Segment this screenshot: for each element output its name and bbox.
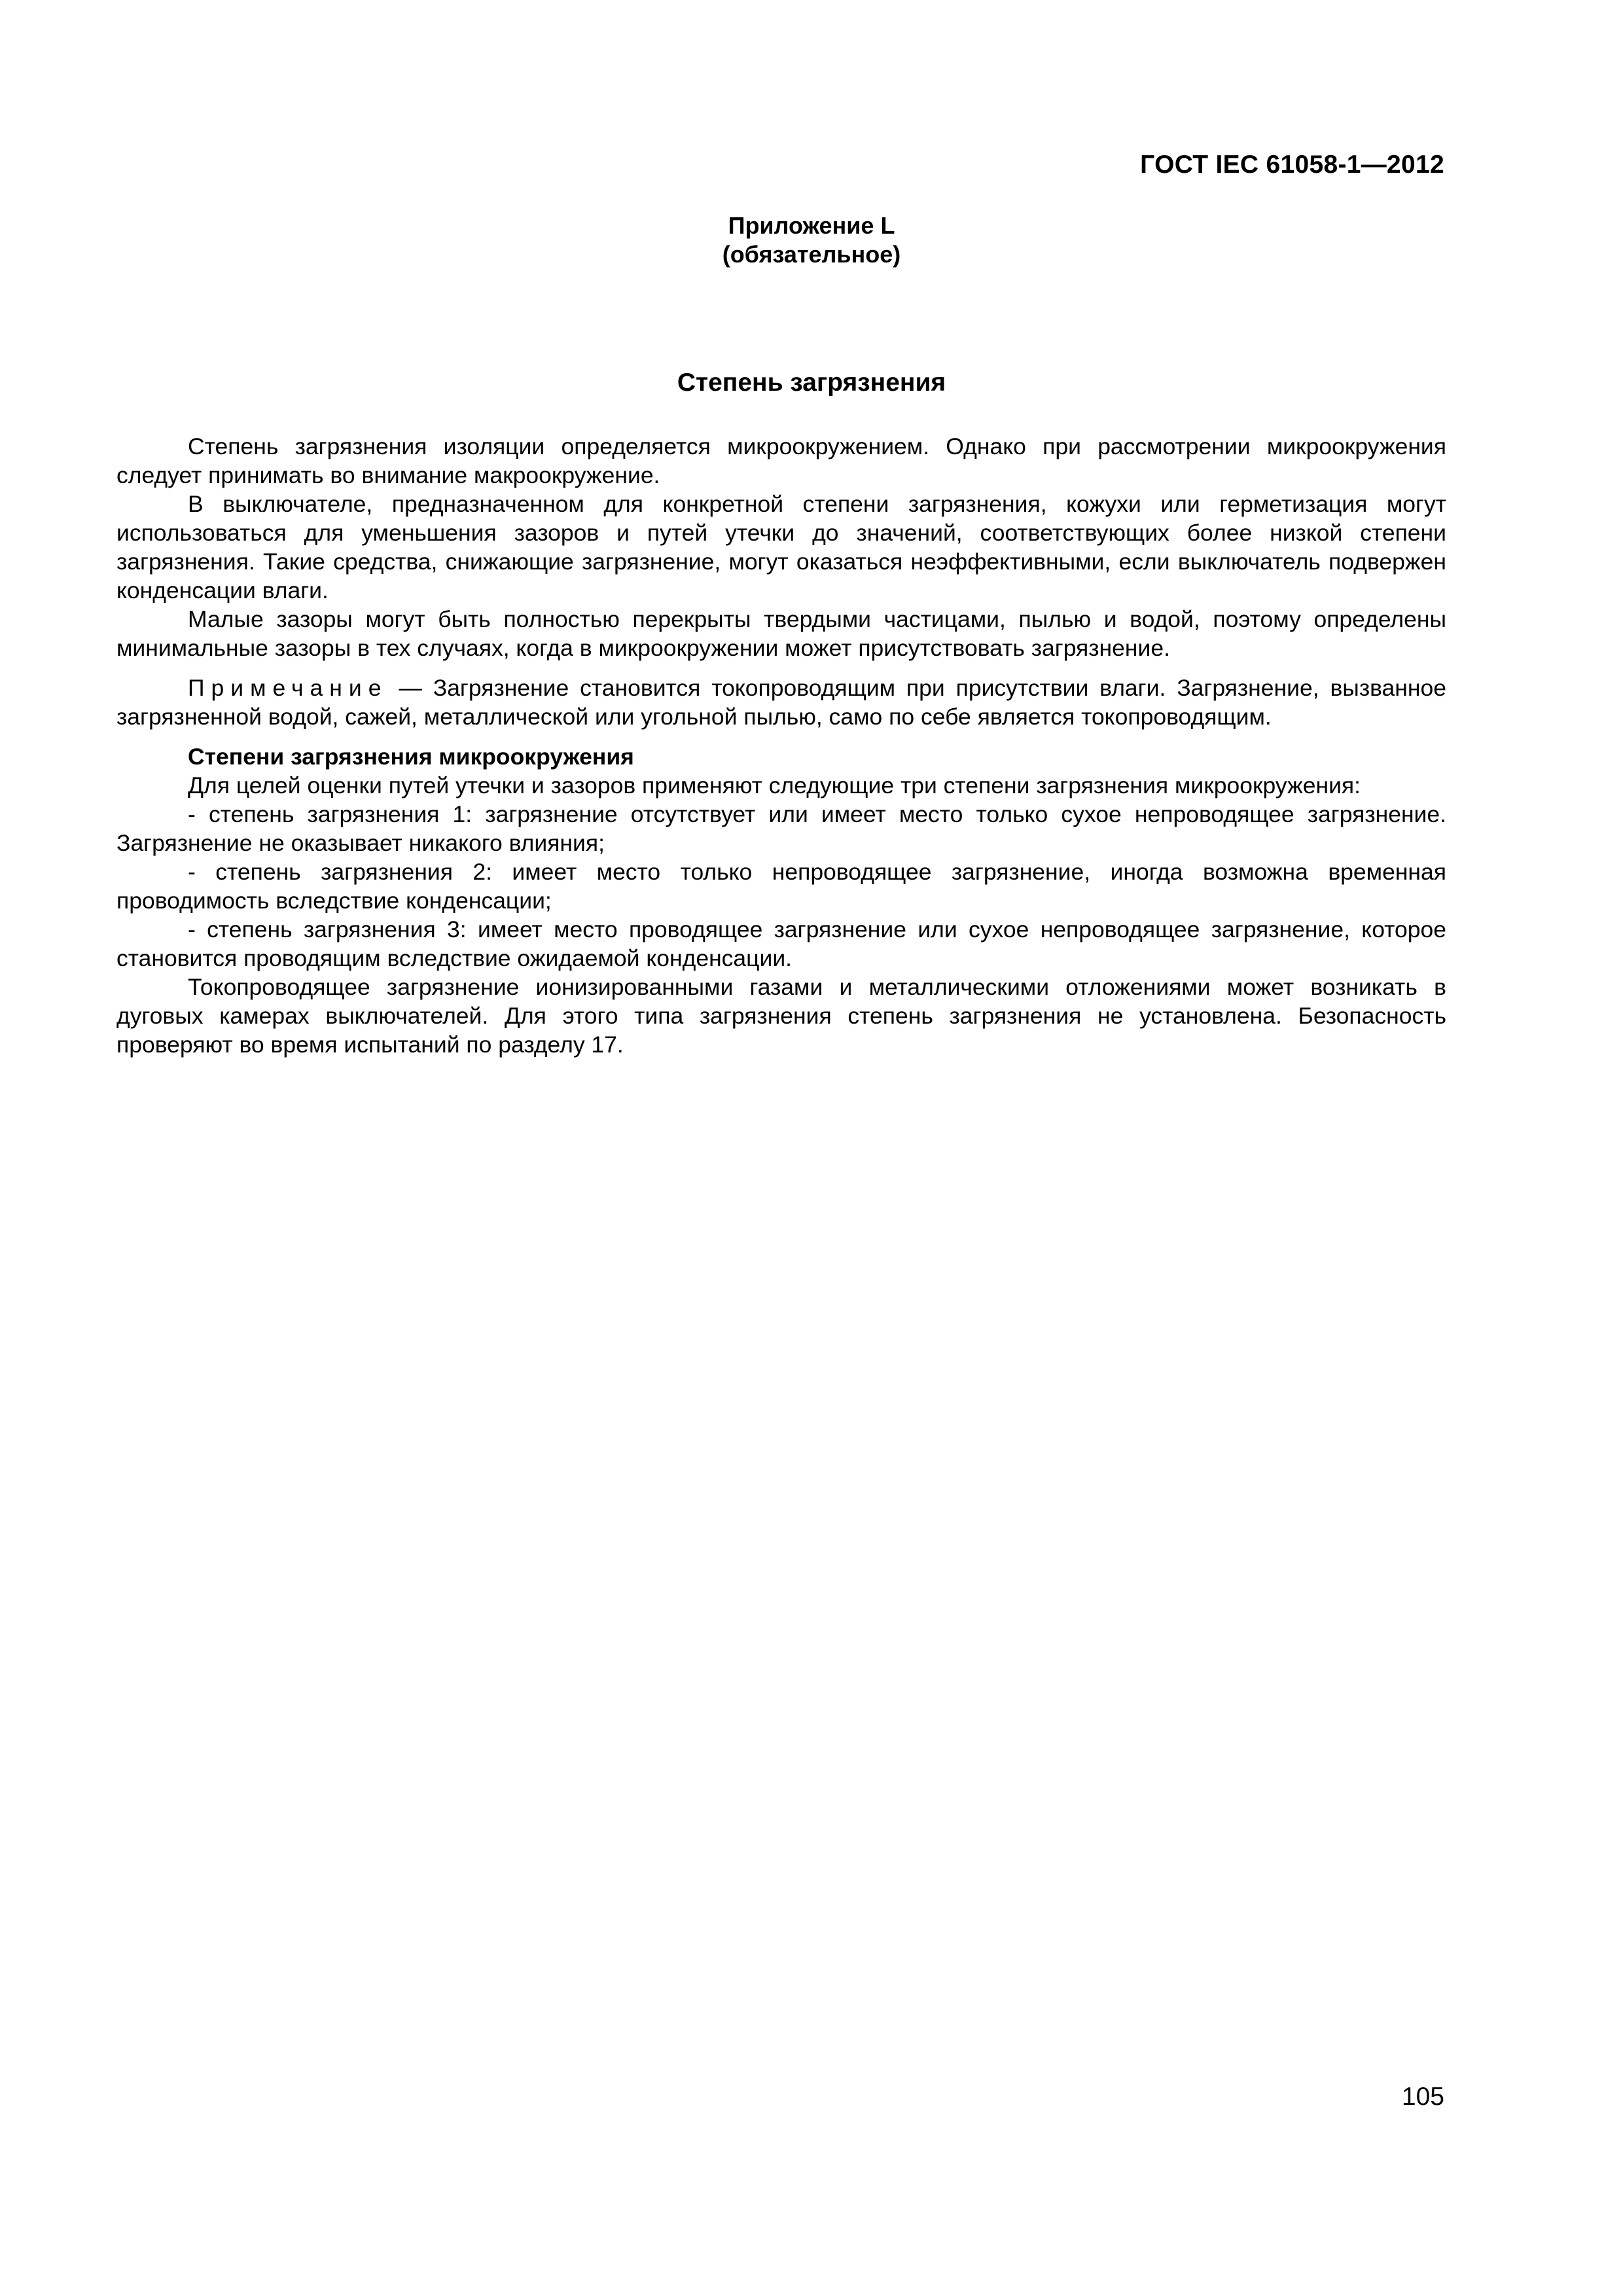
subheading: Степени загрязнения микроокружения <box>188 744 634 770</box>
paragraph-2: В выключателе, предназначенном для конкретной степени загрязнения, кожухи или герметизация могут использоваться для уменьшения зазоров и путей утечки до значений, соответствующих более низкой степени загрязнения. Такие средства, снижающие загрязнение, могут оказаться неэффективными, если выключатель подвержен конденсации влаги. <box>116 491 1446 603</box>
note-paragraph <box>116 673 1446 731</box>
page-number: 105 <box>1401 2083 1444 2111</box>
annex-title: Степень загрязнения <box>677 368 946 397</box>
document-code: ГОСТ IEC 61058-1—2012 <box>1140 151 1444 179</box>
paragraph-1: Степень загрязнения изоляции определяется микроокружением. Однако при рассмотрении микроокружения следует принимать во внимание макроокружение. <box>116 433 1446 488</box>
paragraph-5: Токопроводящее загрязнение ионизированными газами и металлическими отложениями может возникать в дуговых камерах выключателей. Для этого типа загрязнения степень загрязнения не установлена. Безопасность проверяют во время испытаний по разделу 17. <box>116 974 1446 1058</box>
paragraph-4: Для целей оценки путей утечки и зазоров применяют следующие три степени загрязнения микроокружения: <box>188 772 1361 798</box>
list-item-2: - степень загрязнения 2: имеет место только непроводящее загрязнение, иногда возможна временная проводимость вследствие конденсации; <box>116 859 1446 914</box>
annex-label: Приложение L <box>728 212 895 239</box>
paragraph-3: Малые зазоры могут быть полностью перекрыты твердыми частицами, пылью и водой, поэтому определены минимальные зазоры в тех случаях, когда в микроокружении может присутствовать загрязнение. <box>116 606 1446 661</box>
annex-heading <box>0 211 1623 269</box>
list-item-1: - степень загрязнения 1: загрязнение отсутствует или имеет место только сухое непроводящее загрязнение. Загрязнение не оказывает никакого влияния; <box>116 801 1446 856</box>
note-label: Примечание <box>188 675 388 701</box>
note-text: — Загрязнение становится токопроводящим при присутствии влаги. Загрязнение, вызванное загрязненной водой, сажей, металлической или угольной пылью, само по себе является токопроводящим. <box>116 675 1446 730</box>
list-item-3: - степень загрязнения 3: имеет место проводящее загрязнение или сухое непроводящее загрязнение, которое становится проводящим вследствие ожидаемой конденсации. <box>116 916 1446 971</box>
annex-status: (обязательное) <box>722 241 901 268</box>
document-body <box>116 432 1446 1059</box>
